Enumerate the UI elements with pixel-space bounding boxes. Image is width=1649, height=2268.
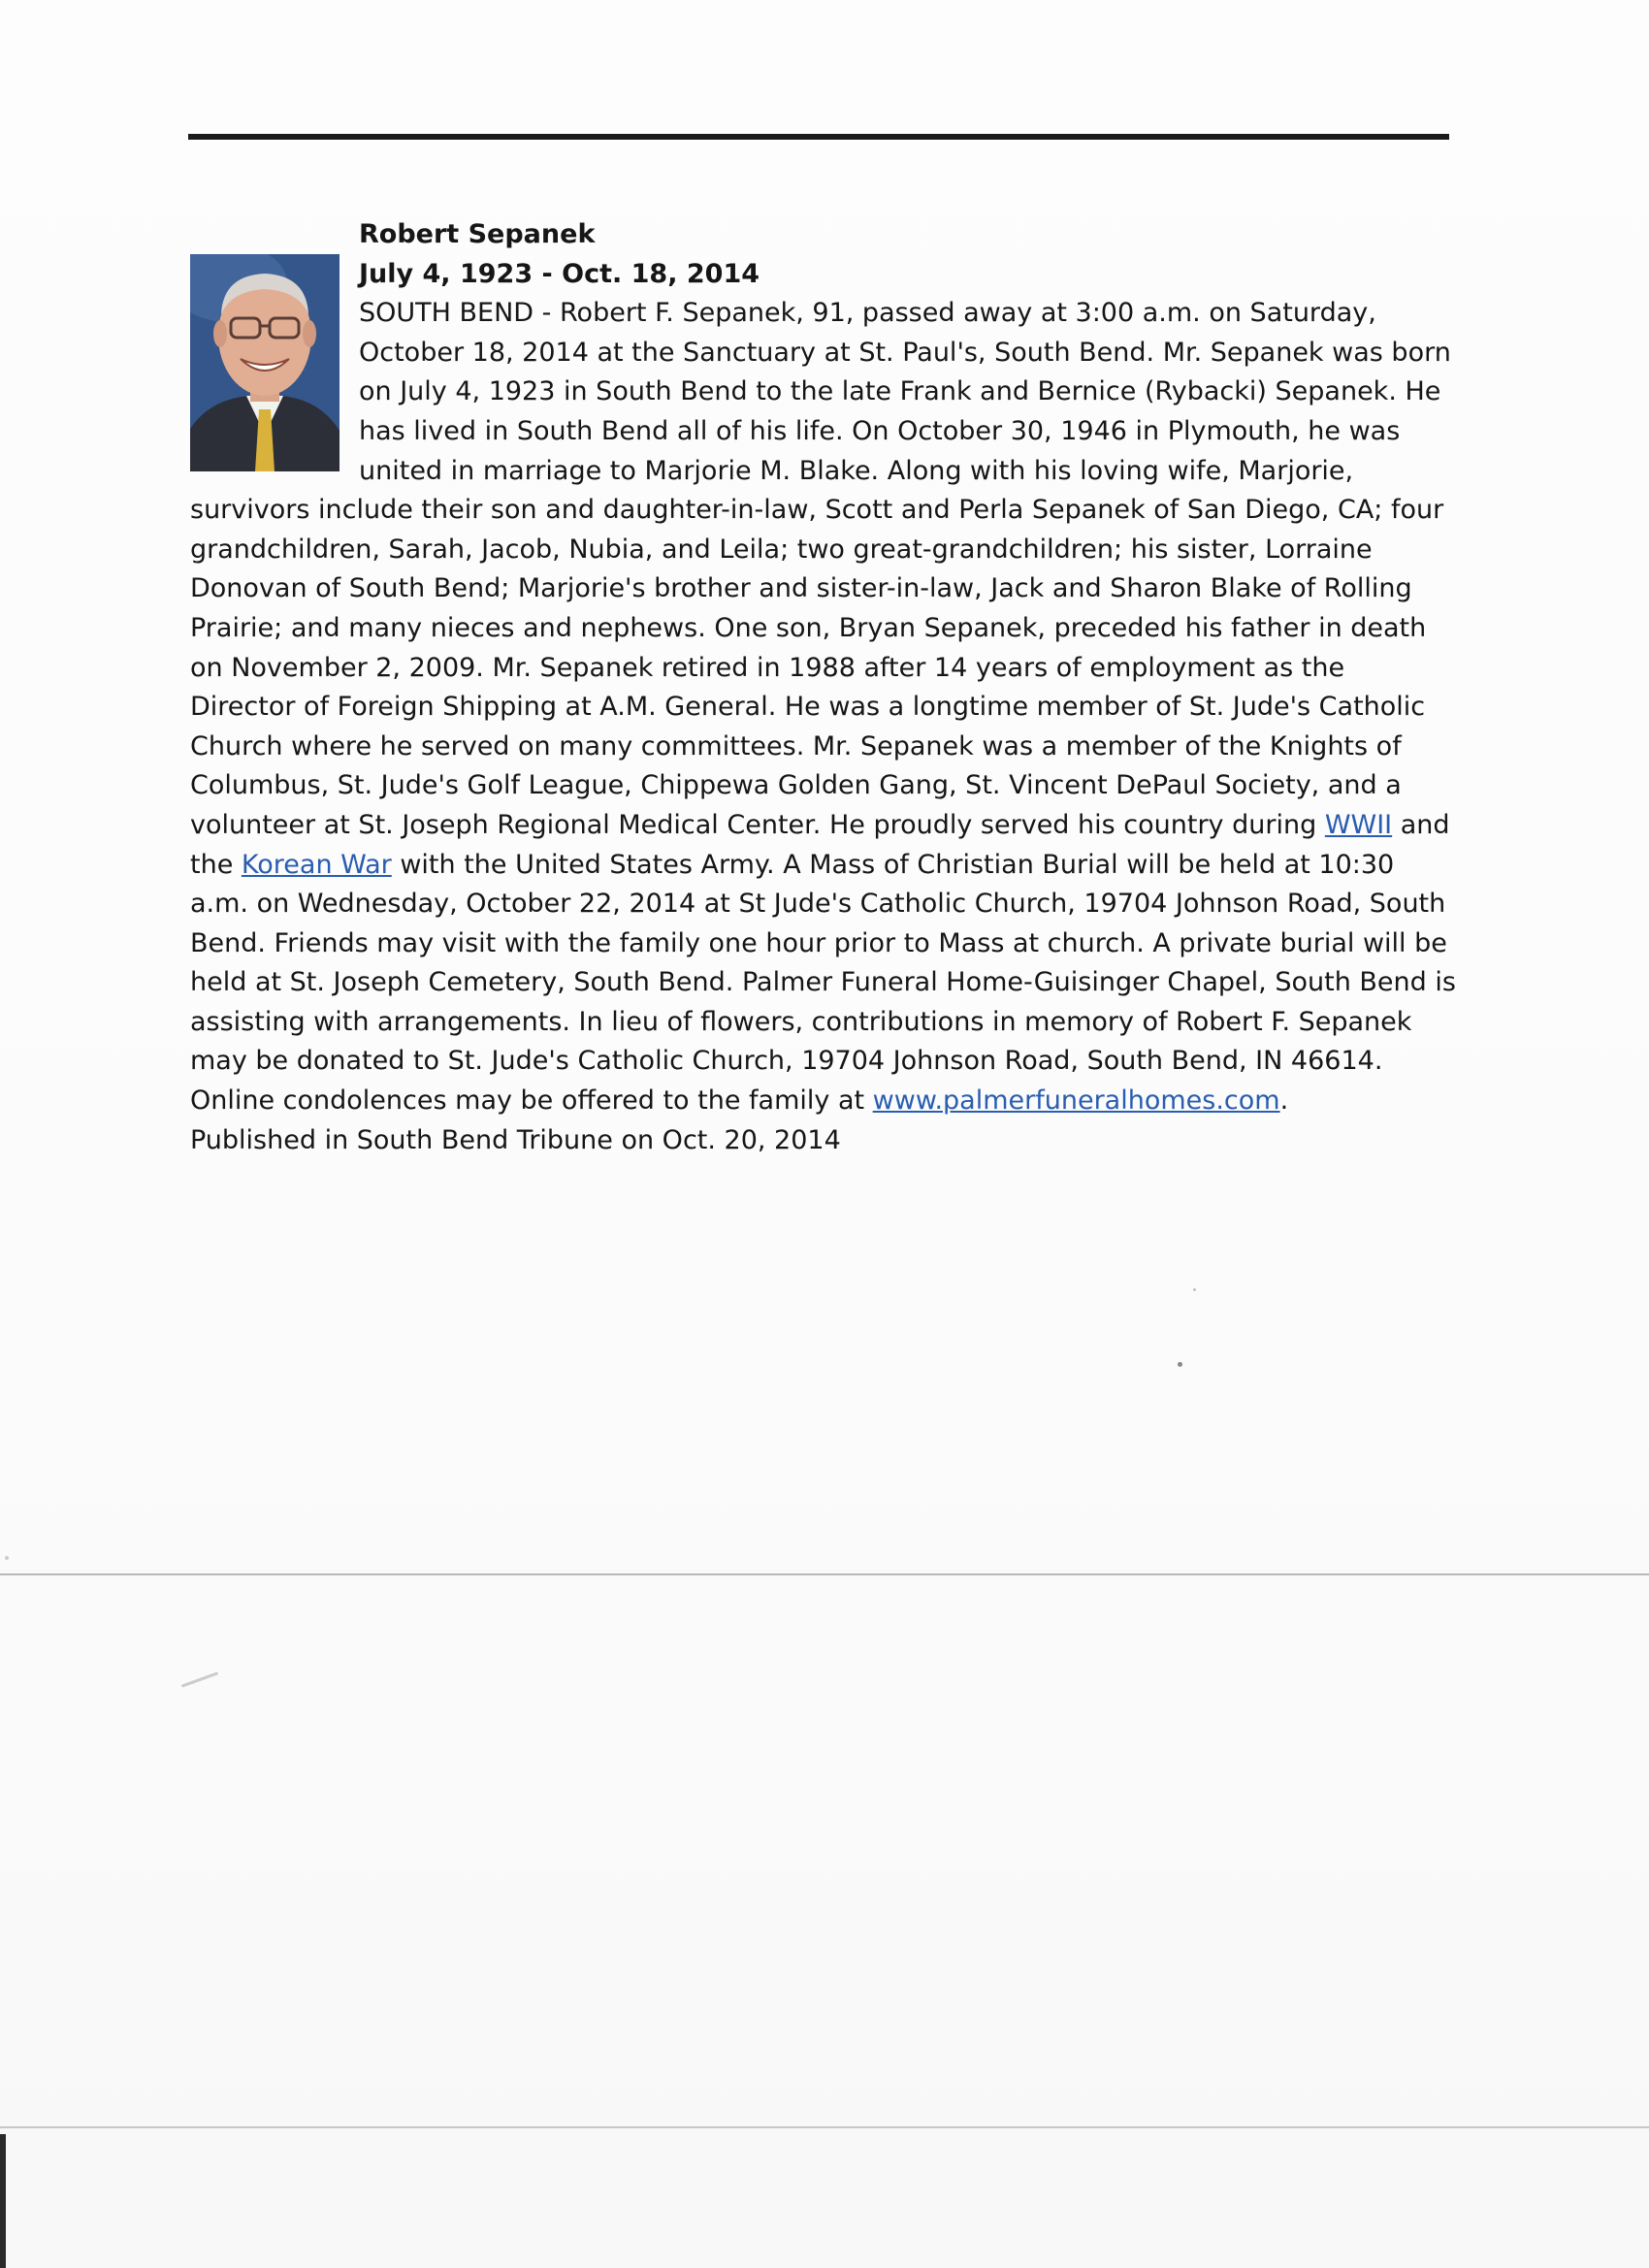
funeral-home-website-link[interactable]: www.palmerfuneralhomes.com [872,1085,1280,1117]
korean-war-link[interactable]: Korean War [241,849,392,880]
portrait-photo [190,254,340,471]
paper-speck [5,1556,9,1560]
obituary-document [190,215,1456,1160]
page-fold-line [0,1573,1649,1575]
top-rule-divider [188,134,1449,140]
published-note: Published in South Bend Tribune on Oct. 20, 2014 [190,1124,841,1155]
obituary-text-part1: SOUTH BEND - Robert F. Sepanek, 91, passed away at 3:00 a.m. on Saturday, October 18, 2014 at the Sanctuary at St. Paul's, South Bend. Mr. Sepanek was born on July 4, 1923 in South Bend to the late Frank and Bernice (Rybacki) Sepanek. He has lived in South Bend all of his life. On October 30, 1946 in Plymouth, he was united in marriage to Marjorie M. Blake. Along with his loving wife, Marjorie, survivors include their son and daughter-in-law, Scott and Perla Sepanek of San Diego, CA; four grandchildren, Sarah, Jacob, Nubia, and Leila; two great-grandchildren; his sister, Lorraine Donovan of South Bend; Marjorie's brother and sister-in-law, Jack and Sharon Blake of Rolling Prairie; and many nieces and nephews. One son, Bryan Sepanek, preceded his father in death on November 2, 2009. Mr. Sepanek retired in 1988 after 14 years of employment as the Director of Foreign Shipping at A.M. General. He was a longtime member of St. Jude's Catholic Church where he served on many committees. Mr. Sepanek was a member of the Knights of Columbus, St. Jude's Golf League, Chippewa Golden Gang, St. Vincent DePaul Society, and a volunteer at St. Joseph Regional Medical Center. He proudly served his country during [190,298,1451,840]
obituary-name: Robert Sepanek [359,219,596,249]
obituary-text-part2: and the [190,809,1450,880]
wwii-link[interactable]: WWII [1324,809,1393,840]
obituary-text-part3: with the United States Army. A Mass of Christian Burial will be held at 10:30 a.m. on Wednesday, October 22, 2014 at St Jude's Catholic Church, 19704 Johnson Road, South Bend. Friends may visit with the family one hour prior to Mass at church. A private burial will be held at St. Joseph Cemetery, South Bend. Palmer Funeral Home-Guisinger Chapel, South Bend is assisting with arrangements. In lieu of flowers, contributions in memory of Robert F. Sepanek may be donated to St. Jude's Catholic Church, 19704 Johnson Road, South Bend, IN 46614. Online condolences may be offered to the family at [190,849,1456,1117]
obituary-dates: July 4, 1923 - Oct. 18, 2014 [359,258,760,289]
paper-speck [181,1671,219,1688]
obituary-text-part4: . [1279,1085,1289,1117]
paper-speck [1178,1362,1182,1367]
scan-edge-shadow [0,2134,6,2268]
page-fold-line-lower [0,2126,1649,2128]
paper-speck [1193,1288,1196,1291]
